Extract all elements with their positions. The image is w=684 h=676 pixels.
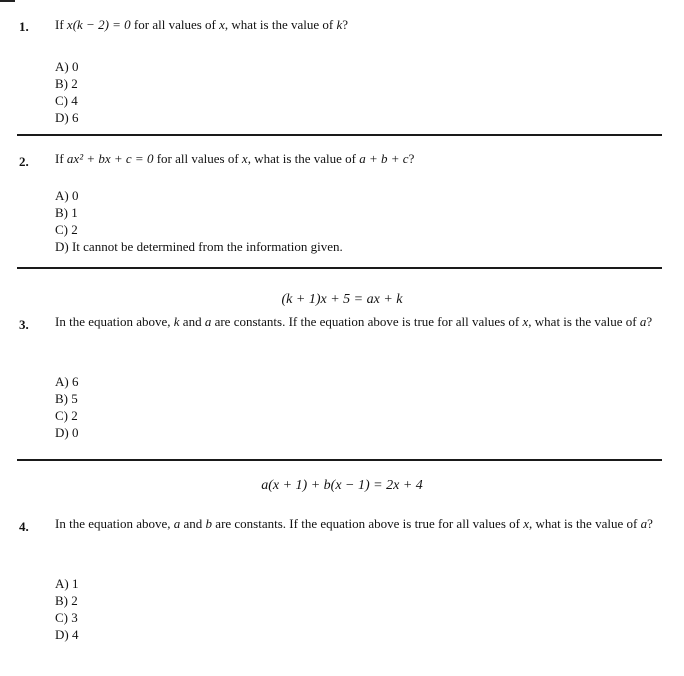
choice-c[interactable]: C) 2 — [55, 408, 78, 423]
equation: a(x + 1) + b(x − 1) = 2x + 4 — [261, 478, 423, 493]
choice-a[interactable]: A) 6 — [55, 374, 79, 389]
answer-choices — [55, 187, 343, 255]
choice-b[interactable]: B) 2 — [55, 593, 78, 608]
divider — [17, 459, 662, 461]
question-number: 2. — [19, 154, 29, 169]
choice-d[interactable]: D) It cannot be determined from the information given. — [55, 239, 343, 254]
choice-a[interactable]: A) 0 — [55, 59, 79, 74]
choice-d[interactable]: D) 0 — [55, 425, 79, 440]
choice-c[interactable]: C) 3 — [55, 610, 78, 625]
choice-b[interactable]: B) 1 — [55, 205, 78, 220]
choice-c[interactable]: C) 4 — [55, 93, 78, 108]
choice-d[interactable]: D) 4 — [55, 627, 79, 642]
question-stem: In the equation above, a and b are constants. If the equation above is true for all values of x, what is the value of a? — [55, 516, 653, 531]
question-stem: In the equation above, k and a are constants. If the equation above is true for all values of x, what is the value of a? — [55, 314, 653, 329]
divider — [17, 134, 662, 136]
equation: (k + 1)x + 5 = ax + k — [281, 292, 403, 307]
page-top-mark — [0, 0, 15, 2]
question-stem: If ax² + bx + c = 0 for all values of x, what is the value of a + b + c? — [55, 151, 415, 166]
answer-choices — [55, 58, 78, 126]
choice-b[interactable]: B) 5 — [55, 391, 78, 406]
choice-c[interactable]: C) 2 — [55, 222, 78, 237]
divider — [17, 267, 662, 269]
question-number: 1. — [19, 19, 29, 34]
question-number: 3. — [19, 317, 29, 332]
question-stem: If x(k − 2) = 0 for all values of x, what is the value of k? — [55, 17, 349, 32]
choice-a[interactable]: A) 0 — [55, 188, 79, 203]
question-number: 4. — [19, 519, 29, 534]
choice-a[interactable]: A) 1 — [55, 576, 79, 591]
answer-choices — [55, 373, 78, 441]
choice-b[interactable]: B) 2 — [55, 76, 78, 91]
choice-d[interactable]: D) 6 — [55, 110, 79, 125]
answer-choices — [55, 575, 78, 643]
